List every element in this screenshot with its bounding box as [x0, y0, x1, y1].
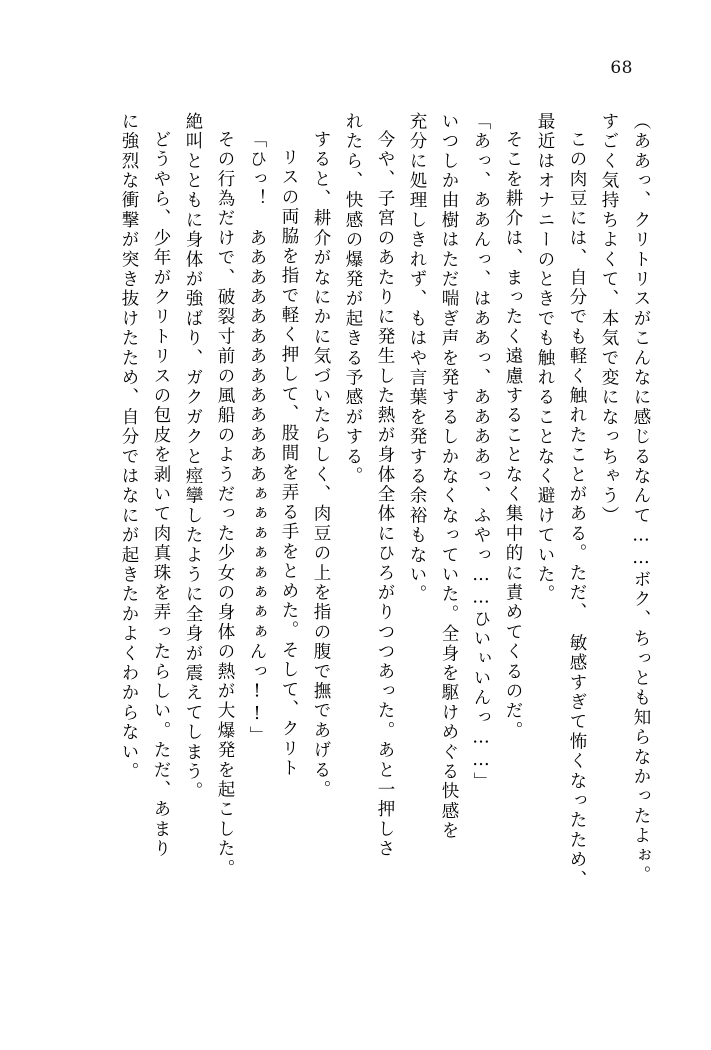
text-column: すごく気持ちよくて、本気で変になっちゃう） — [599, 112, 619, 526]
text-column: 「ひっ！ あああああああああああああぁぁぁぁぁぁぁぁんっ!!」 — [247, 130, 267, 746]
text-column: に強烈な衝撃が突き抜けたため、自分ではなにが起きたかよくわからない。 — [119, 112, 139, 782]
page-number: 68 — [610, 58, 633, 78]
text-column: すると、耕介がなにかに気づいたらしく、肉豆の上を指の腹で撫であげる。 — [311, 130, 331, 800]
text-column: いつしか由樹はただ喘ぎ声を発するしかなくなっていた。全身を駆けめぐる快感を — [439, 112, 459, 841]
text-column: 絶叫とともに身体が強ばり、ガクガクと痙攣したように全身が震えてしまう。 — [183, 112, 203, 802]
text-column: 最近はオナニーのときでも触れることなく避けていた。 — [535, 112, 555, 605]
text-column: この肉豆には、自分でも軽く触れたことがある。ただ、 敏感すぎて怖くなったため、 — [567, 130, 587, 890]
text-column: どうやら、少年がクリトリスの包皮を剥いて肉真珠を弄ったらしい。ただ、あまり — [151, 130, 171, 859]
text-column: そこを耕介は、まったく遠慮することなく集中的に責めてくるのだ。 — [503, 130, 523, 741]
text-column: （ああっ、クリトリスがこんなに感じるなんて……ボク、ちっとも知らなかったよぉ。 — [631, 112, 651, 886]
text-column: その行為だけで、破裂寸前の風船のようだった少女の身体の熱が大爆発を起こした。 — [215, 130, 235, 879]
text-column: 充分に処理しきれず、もはや言葉を発する余裕もない。 — [407, 112, 427, 605]
text-column: 「あっ、ああんっ、はああっ、ああああっ、ふやっ……ひいぃいんっ……」 — [471, 112, 491, 792]
text-column: 今や、子宮のあたりに発生した熱が身体全体にひろがりつつあった。あと一押しさ — [375, 130, 395, 859]
text-column: リスの両脇を指で軽く押して、股間を弄る手をとめた。そして、クリト — [279, 148, 299, 779]
vertical-text-block — [62, 112, 649, 992]
text-column: れたら、快感の爆発が起きる予感がする。 — [343, 112, 363, 487]
